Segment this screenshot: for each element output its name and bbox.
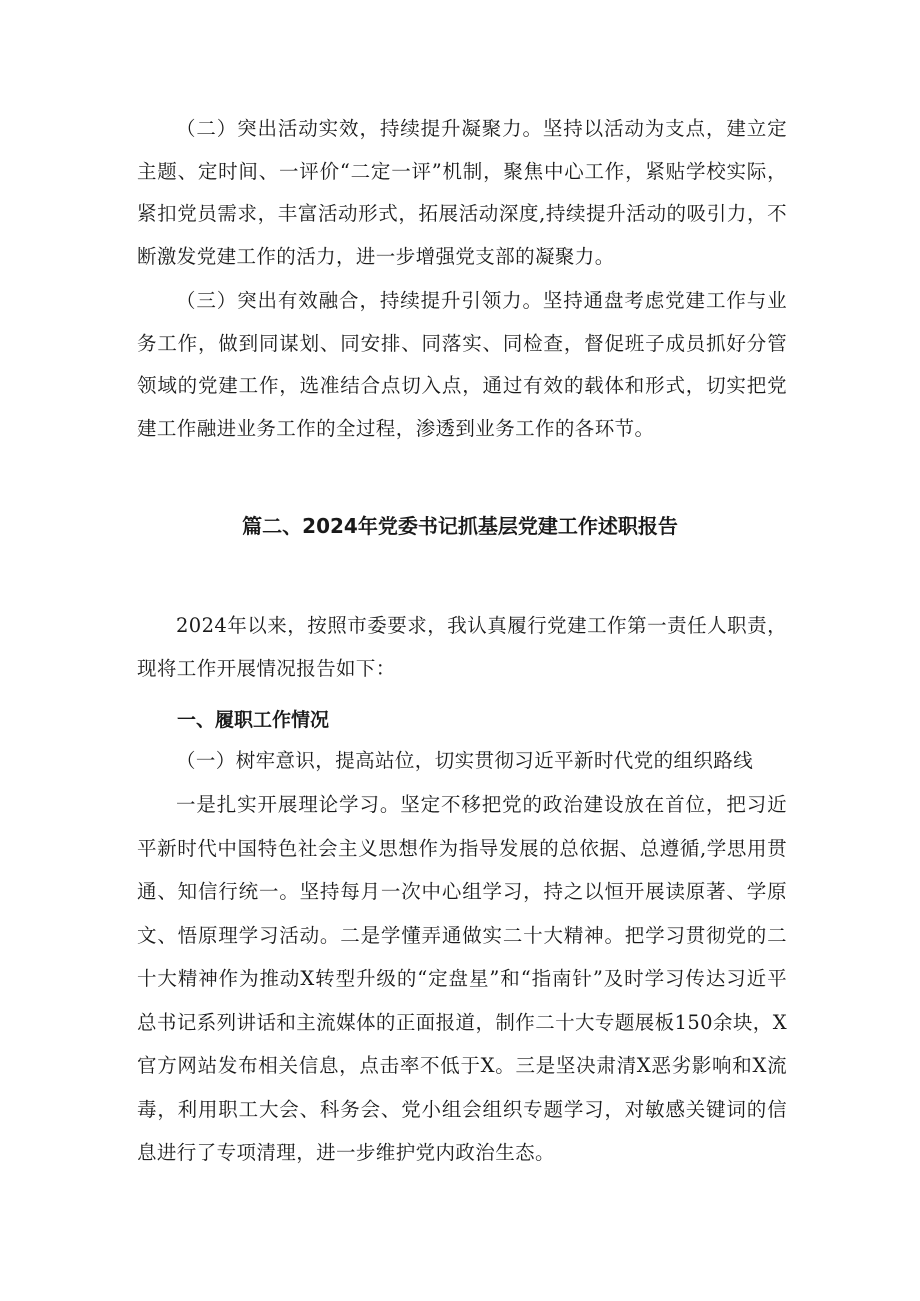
paragraph-theory-study: 一是扎实开展理论学习。坚定不移把党的政治建设放在首位，把习近平新时代中国特色社会主义思想作为指导发展的总依据、总遵循,学思用贯通、知信行统一。坚持每月一次中心组学习，持之以恒开展读原著、学原文、悟原理学习活动。二是学懂弄通做实二十大精神。把学习贯彻党的二十大精神作为推动X转型升级的“定盘星”和“指南针”及时学习传达习近平总书记系列讲话和主流媒体的正面报道，制作二十大专题展板150余块，X官方网站发布相关信息，点击率不低于X。三是坚决肃清X恶劣影响和X流毒，利用职工大会、科务会、党小组会组织专题学习，对敏感关键词的信息进行了专项清理，进一步维护党内政治生态。 (137, 793, 787, 1164)
paragraph-intro: 2024年以来，按照市委要求，我认真履行党建工作第一责任人职责，现将工作开展情况报告如下： (137, 614, 787, 680)
subheading-organization-line: （一）树牢意识，提高站位，切实贯彻习近平新时代党的组织路线 (176, 749, 754, 772)
paragraph-activity-effectiveness: （二）突出活动实效，持续提升凝聚力。坚持以活动为支点，建立定主题、定时间、一评价“二定一评”机制，聚焦中心工作，紧贴学校实际，紧扣党员需求，丰富活动形式，拓展活动深度,持续提升活动的吸引力，不断激发党建工作的活力，进一步增强党支部的凝聚力。 (137, 117, 787, 268)
heading-duty-performance: 一、履职工作情况 (177, 709, 330, 731)
section-title: 篇二、2024年党委书记抓基层党建工作述职报告 (242, 514, 678, 538)
paragraph-effective-integration: （三）突出有效融合，持续提升引领力。坚持通盘考虑党建工作与业务工作，做到同谋划、同安排、同落实、同检查，督促班子成员抓好分管领域的党建工作，选准结合点切入点，通过有效的载体和形式，切实把党建工作融进业务工作的全过程，渗透到业务工作的各环节。 (137, 289, 787, 440)
